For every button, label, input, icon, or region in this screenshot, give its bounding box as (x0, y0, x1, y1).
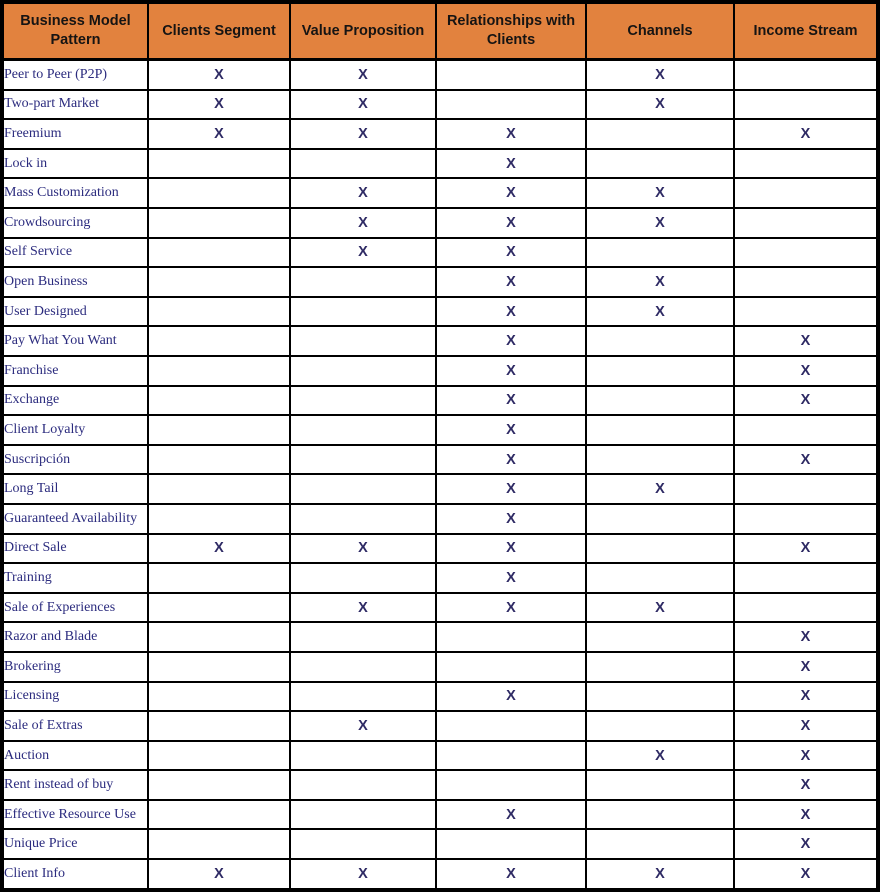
mark-cell-value-proposition: X (290, 534, 436, 564)
table-row (2, 297, 878, 327)
pattern-cell: Rent instead of buy (2, 770, 148, 800)
mark-cell-income-stream: X (734, 356, 878, 386)
mark-cell-income-stream (734, 208, 878, 238)
mark-cell-income-stream (734, 267, 878, 297)
mark-cell-channels (586, 622, 734, 652)
table-row (2, 800, 878, 830)
mark-cell-channels (586, 534, 734, 564)
mark-cell-clients-segment (148, 149, 290, 179)
mark-cell-relationships-with-clients: X (436, 238, 586, 268)
table-row (2, 622, 878, 652)
mark-cell-value-proposition (290, 504, 436, 534)
mark-cell-income-stream: X (734, 119, 878, 149)
mark-cell-channels (586, 119, 734, 149)
table-header (2, 2, 878, 60)
mark-cell-value-proposition (290, 563, 436, 593)
mark-cell-relationships-with-clients: X (436, 800, 586, 830)
mark-cell-income-stream (734, 563, 878, 593)
mark-cell-clients-segment (148, 563, 290, 593)
mark-cell-value-proposition: X (290, 711, 436, 741)
mark-cell-clients-segment: X (148, 534, 290, 564)
mark-cell-value-proposition: X (290, 60, 436, 90)
mark-cell-relationships-with-clients (436, 711, 586, 741)
mark-cell-income-stream: X (734, 682, 878, 712)
mark-cell-value-proposition (290, 741, 436, 771)
mark-cell-clients-segment (148, 622, 290, 652)
mark-cell-relationships-with-clients: X (436, 474, 586, 504)
mark-cell-income-stream: X (734, 326, 878, 356)
mark-cell-clients-segment (148, 386, 290, 416)
mark-cell-clients-segment (148, 415, 290, 445)
pattern-cell: Sale of Extras (2, 711, 148, 741)
mark-cell-channels (586, 326, 734, 356)
table-row (2, 652, 878, 682)
mark-cell-clients-segment (148, 800, 290, 830)
mark-cell-clients-segment (148, 208, 290, 238)
mark-cell-relationships-with-clients (436, 652, 586, 682)
mark-cell-income-stream (734, 178, 878, 208)
mark-cell-channels (586, 386, 734, 416)
mark-cell-value-proposition (290, 829, 436, 859)
mark-cell-income-stream: X (734, 741, 878, 771)
mark-cell-income-stream: X (734, 711, 878, 741)
mark-cell-channels: X (586, 267, 734, 297)
mark-cell-relationships-with-clients: X (436, 504, 586, 534)
header-row (2, 2, 878, 60)
mark-cell-value-proposition (290, 415, 436, 445)
mark-cell-value-proposition (290, 622, 436, 652)
mark-cell-clients-segment (148, 741, 290, 771)
mark-cell-income-stream: X (734, 770, 878, 800)
mark-cell-relationships-with-clients: X (436, 297, 586, 327)
mark-cell-relationships-with-clients: X (436, 326, 586, 356)
mark-cell-channels (586, 770, 734, 800)
mark-cell-channels: X (586, 741, 734, 771)
mark-cell-value-proposition (290, 770, 436, 800)
mark-cell-income-stream (734, 90, 878, 120)
mark-cell-channels: X (586, 90, 734, 120)
mark-cell-relationships-with-clients (436, 829, 586, 859)
mark-cell-relationships-with-clients (436, 90, 586, 120)
mark-cell-channels (586, 356, 734, 386)
mark-cell-income-stream: X (734, 829, 878, 859)
header-cell-relationships-with-clients: Relationships with Clients (436, 2, 586, 60)
mark-cell-value-proposition (290, 326, 436, 356)
mark-cell-clients-segment (148, 652, 290, 682)
mark-cell-channels (586, 711, 734, 741)
mark-cell-channels (586, 238, 734, 268)
pattern-cell: Pay What You Want (2, 326, 148, 356)
mark-cell-channels (586, 829, 734, 859)
mark-cell-income-stream: X (734, 534, 878, 564)
mark-cell-channels (586, 800, 734, 830)
pattern-cell: Licensing (2, 682, 148, 712)
table-row (2, 711, 878, 741)
pattern-cell: Client Loyalty (2, 415, 148, 445)
header-cell-clients-segment: Clients Segment (148, 2, 290, 60)
table-row (2, 386, 878, 416)
pattern-cell: Self Service (2, 238, 148, 268)
mark-cell-relationships-with-clients: X (436, 356, 586, 386)
mark-cell-income-stream (734, 474, 878, 504)
table-row (2, 356, 878, 386)
mark-cell-relationships-with-clients: X (436, 386, 586, 416)
table-row (2, 415, 878, 445)
table-row (2, 682, 878, 712)
mark-cell-channels: X (586, 297, 734, 327)
mark-cell-clients-segment (148, 267, 290, 297)
mark-cell-clients-segment (148, 474, 290, 504)
pattern-cell: Sale of Experiences (2, 593, 148, 623)
pattern-cell: Suscripción (2, 445, 148, 475)
table-row (2, 741, 878, 771)
mark-cell-clients-segment (148, 445, 290, 475)
mark-cell-value-proposition: X (290, 238, 436, 268)
pattern-cell: Long Tail (2, 474, 148, 504)
mark-cell-channels: X (586, 208, 734, 238)
mark-cell-income-stream: X (734, 652, 878, 682)
mark-cell-clients-segment: X (148, 60, 290, 90)
mark-cell-income-stream (734, 415, 878, 445)
mark-cell-value-proposition: X (290, 178, 436, 208)
mark-cell-channels: X (586, 859, 734, 890)
pattern-cell: Franchise (2, 356, 148, 386)
mark-cell-income-stream (734, 504, 878, 534)
pattern-cell: User Designed (2, 297, 148, 327)
mark-cell-relationships-with-clients (436, 770, 586, 800)
mark-cell-value-proposition (290, 652, 436, 682)
pattern-cell: Direct Sale (2, 534, 148, 564)
table-row (2, 829, 878, 859)
mark-cell-clients-segment (148, 238, 290, 268)
mark-cell-income-stream: X (734, 386, 878, 416)
mark-cell-clients-segment (148, 829, 290, 859)
mark-cell-income-stream: X (734, 800, 878, 830)
table-row (2, 90, 878, 120)
mark-cell-clients-segment: X (148, 859, 290, 890)
mark-cell-value-proposition (290, 682, 436, 712)
mark-cell-channels: X (586, 60, 734, 90)
mark-cell-clients-segment (148, 297, 290, 327)
mark-cell-channels (586, 149, 734, 179)
mark-cell-clients-segment (148, 593, 290, 623)
mark-cell-relationships-with-clients: X (436, 563, 586, 593)
mark-cell-value-proposition (290, 356, 436, 386)
pattern-cell: Open Business (2, 267, 148, 297)
pattern-cell: Lock in (2, 149, 148, 179)
mark-cell-value-proposition (290, 445, 436, 475)
table-row (2, 534, 878, 564)
pattern-cell: Mass Customization (2, 178, 148, 208)
pattern-cell: Client Info (2, 859, 148, 890)
mark-cell-relationships-with-clients: X (436, 682, 586, 712)
table-row (2, 563, 878, 593)
table-row (2, 178, 878, 208)
mark-cell-value-proposition (290, 800, 436, 830)
table-row (2, 119, 878, 149)
pattern-cell: Exchange (2, 386, 148, 416)
mark-cell-clients-segment (148, 178, 290, 208)
mark-cell-channels: X (586, 474, 734, 504)
mark-cell-relationships-with-clients: X (436, 208, 586, 238)
pattern-cell: Peer to Peer (P2P) (2, 60, 148, 90)
pattern-cell: Crowdsourcing (2, 208, 148, 238)
mark-cell-channels: X (586, 178, 734, 208)
pattern-cell: Freemium (2, 119, 148, 149)
table-row (2, 60, 878, 90)
pattern-cell: Guaranteed Availability (2, 504, 148, 534)
mark-cell-value-proposition: X (290, 90, 436, 120)
header-cell-channels: Channels (586, 2, 734, 60)
table-row (2, 770, 878, 800)
mark-cell-value-proposition (290, 474, 436, 504)
table-row (2, 238, 878, 268)
mark-cell-clients-segment (148, 682, 290, 712)
mark-cell-value-proposition: X (290, 208, 436, 238)
header-cell-income-stream: Income Stream (734, 2, 878, 60)
table-row (2, 445, 878, 475)
mark-cell-income-stream (734, 593, 878, 623)
table-row (2, 859, 878, 890)
mark-cell-relationships-with-clients (436, 60, 586, 90)
mark-cell-value-proposition: X (290, 119, 436, 149)
mark-cell-relationships-with-clients: X (436, 119, 586, 149)
mark-cell-income-stream (734, 149, 878, 179)
mark-cell-value-proposition (290, 297, 436, 327)
mark-cell-channels (586, 682, 734, 712)
table-row (2, 474, 878, 504)
mark-cell-relationships-with-clients: X (436, 415, 586, 445)
mark-cell-channels (586, 652, 734, 682)
mark-cell-clients-segment: X (148, 119, 290, 149)
mark-cell-channels: X (586, 593, 734, 623)
mark-cell-relationships-with-clients: X (436, 445, 586, 475)
mark-cell-value-proposition: X (290, 859, 436, 890)
mark-cell-relationships-with-clients: X (436, 859, 586, 890)
mark-cell-income-stream (734, 297, 878, 327)
mark-cell-clients-segment (148, 326, 290, 356)
mark-cell-income-stream (734, 60, 878, 90)
mark-cell-relationships-with-clients (436, 622, 586, 652)
table-row (2, 267, 878, 297)
pattern-cell: Unique Price (2, 829, 148, 859)
table-row (2, 593, 878, 623)
mark-cell-value-proposition (290, 267, 436, 297)
mark-cell-income-stream (734, 238, 878, 268)
table-row (2, 326, 878, 356)
mark-cell-relationships-with-clients: X (436, 267, 586, 297)
mark-cell-relationships-with-clients (436, 741, 586, 771)
table-row (2, 208, 878, 238)
mark-cell-relationships-with-clients: X (436, 593, 586, 623)
mark-cell-income-stream: X (734, 859, 878, 890)
pattern-cell: Razor and Blade (2, 622, 148, 652)
mark-cell-clients-segment (148, 356, 290, 386)
mark-cell-value-proposition (290, 149, 436, 179)
mark-cell-channels (586, 504, 734, 534)
mark-cell-relationships-with-clients: X (436, 534, 586, 564)
pattern-cell: Brokering (2, 652, 148, 682)
mark-cell-value-proposition (290, 386, 436, 416)
mark-cell-clients-segment: X (148, 90, 290, 120)
mark-cell-income-stream: X (734, 445, 878, 475)
header-cell-value-proposition: Value Proposition (290, 2, 436, 60)
table-body (2, 60, 878, 891)
table-row (2, 504, 878, 534)
mark-cell-channels (586, 445, 734, 475)
pattern-cell: Two-part Market (2, 90, 148, 120)
table-row (2, 149, 878, 179)
mark-cell-clients-segment (148, 711, 290, 741)
header-cell-pattern: Business Model Pattern (2, 2, 148, 60)
mark-cell-relationships-with-clients: X (436, 178, 586, 208)
pattern-cell: Effective Resource Use (2, 800, 148, 830)
pattern-cell: Training (2, 563, 148, 593)
mark-cell-clients-segment (148, 770, 290, 800)
mark-cell-channels (586, 415, 734, 445)
pattern-cell: Auction (2, 741, 148, 771)
mark-cell-clients-segment (148, 504, 290, 534)
mark-cell-channels (586, 563, 734, 593)
mark-cell-value-proposition: X (290, 593, 436, 623)
mark-cell-income-stream: X (734, 622, 878, 652)
mark-cell-relationships-with-clients: X (436, 149, 586, 179)
